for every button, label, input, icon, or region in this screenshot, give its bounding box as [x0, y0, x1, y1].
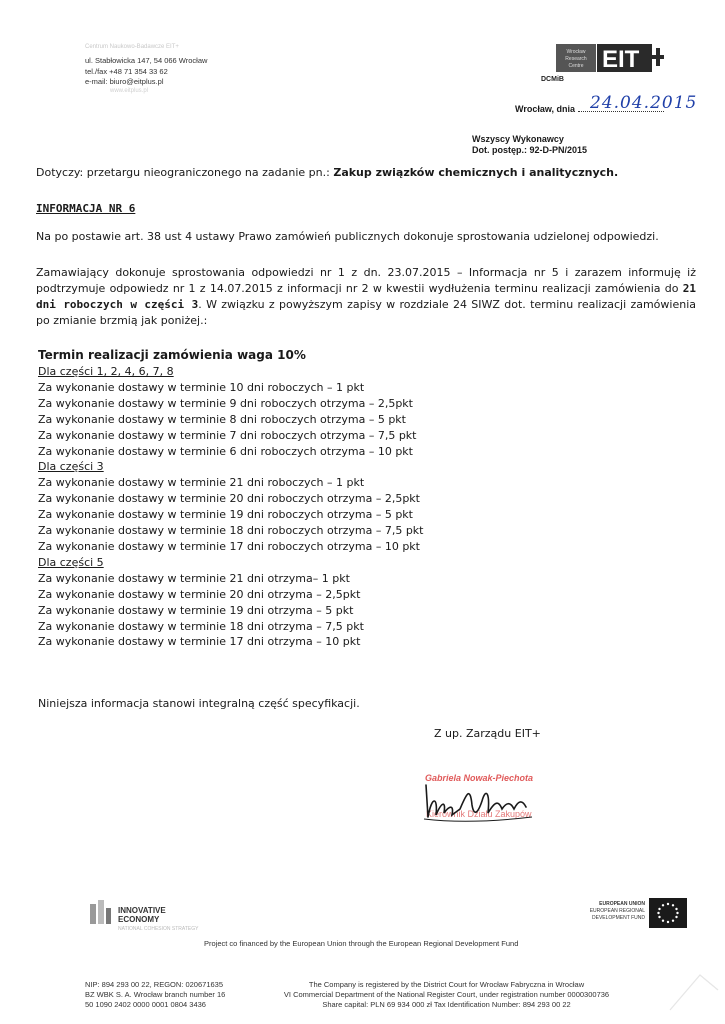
ie-line: ECONOMY: [118, 915, 160, 924]
list-item: Za wykonanie dostawy w terminie 10 dni roboczych – 1 pkt: [38, 380, 365, 394]
page-corner-decoration: [660, 960, 720, 1020]
subject-prefix: Dotyczy: przetargu nieograniczonego na zadanie pn.:: [36, 166, 330, 179]
innovative-economy-text: [118, 906, 166, 924]
footer-line: VI Commercial Department of the National Register Court, under registration number 0000300736: [283, 990, 610, 999]
logo-text: EIT: [602, 46, 640, 73]
list-item: Za wykonanie dostawy w terminie 7 dni roboczych otrzyma – 7,5 pkt: [38, 428, 417, 442]
funding-note: Project co financed by the European Union through the European Regional Development Fund: [204, 939, 519, 948]
logo-tagline-line: Research: [565, 56, 587, 62]
paragraph-text: . W związku z powyższym zapisy w rozdziale 24 SIWZ dot. terminu realizacji zamówienia po zmianie brzmią jak poniżej.:: [36, 298, 696, 327]
eu-line: EUROPEAN UNION: [599, 901, 645, 907]
footer-line: 50 1090 2402 0000 0001 0804 3436: [85, 1000, 206, 1009]
group-label: Dla części 3: [38, 460, 104, 474]
list-item: Za wykonanie dostawy w terminie 6 dni roboczych otrzyma – 10 pkt: [38, 444, 413, 458]
section-heading: Termin realizacji zamówienia waga 10%: [38, 348, 306, 362]
reference-number: Dot. postęp.: 92-D-PN/2015: [472, 145, 588, 155]
logo-unit: DCMiB: [541, 76, 564, 83]
list-item: Za wykonanie dostawy w terminie 17 dni otrzyma – 10 pkt: [38, 635, 361, 649]
recipient-block: [472, 134, 587, 156]
list-item: Za wykonanie dostawy w terminie 17 dni roboczych otrzyma – 10 pkt: [38, 539, 420, 553]
sender-address: [85, 56, 207, 88]
list-item: Za wykonanie dostawy w terminie 18 dni otrzyma – 7,5 pkt: [38, 619, 364, 633]
delivery-terms-section: [38, 346, 538, 650]
list-item: Za wykonanie dostawy w terminie 8 dni roboczych otrzyma – 5 pkt: [38, 412, 406, 426]
list-item: Za wykonanie dostawy w terminie 21 dni roboczych – 1 pkt: [38, 476, 365, 490]
handwritten-date: 24.04.2015: [590, 93, 698, 113]
group-label: Dla części 1, 2, 4, 6, 7, 8: [38, 365, 174, 378]
eit-logo: [536, 44, 676, 96]
on-behalf-line: Z up. Zarządu EIT+: [434, 727, 541, 740]
list-item: Za wykonanie dostawy w terminie 19 dni otrzyma – 5 pkt: [38, 603, 354, 617]
date-label: Wrocław, dnia: [515, 104, 576, 114]
address-line: e-mail: biuro@eitplus.pl: [85, 77, 164, 86]
stamp-role: Kierownik Działu Zakupów: [426, 809, 532, 819]
list-item: Za wykonanie dostawy w terminie 18 dni roboczych otrzyma – 7,5 pkt: [38, 524, 424, 538]
subject-title: Zakup związków chemicznych i analitycznych.: [333, 166, 619, 179]
address-header-faint: Centrum Naukowo-Badawcze EIT+: [85, 44, 179, 50]
paragraph-correction: [36, 265, 696, 329]
innovative-economy-logo-icon: [88, 900, 112, 926]
recipient: Wszyscy Wykonawcy: [472, 134, 564, 144]
eu-text: [585, 901, 645, 922]
address-line: ul. Stabłowicka 147, 54 066 Wrocław: [85, 56, 208, 65]
signature-icon: [398, 765, 578, 835]
stamp-name: Gabriela Nowak-Piechota: [425, 773, 534, 783]
footer-line: NIP: 894 293 00 22, REGON: 020671635: [85, 980, 224, 989]
footer-line: BZ WBK S. A. Wrocław branch number 16: [85, 990, 226, 999]
closing-statement: Niniejsza informacja stanowi integralną część specyfikacji.: [38, 697, 360, 710]
group-label: Dla części 5: [38, 555, 104, 569]
ie-line: INNOVATIVE: [118, 906, 166, 915]
eu-flag-icon: [649, 898, 687, 928]
eu-line: EUROPEAN REGIONAL: [589, 908, 645, 914]
ie-subtitle: NATIONAL COHESION STRATEGY: [118, 926, 199, 932]
logo-tagline-line: Wrocław: [566, 49, 586, 55]
list-item: Za wykonanie dostawy w terminie 20 dni otrzyma – 2,5pkt: [38, 587, 361, 601]
address-line: tel./fax +48 71 354 33 62: [85, 66, 168, 76]
paragraph-text: Zamawiający dokonuje sprostowania odpowiedzi nr 1 z dn. 23.07.2015 – Informacja nr 5 i zarazem informuję iż podtrzymuje odpowiedz nr 1 z 14.07.2015 z informacji nr 2 w kwestii wydłużenia terminu realizacji zamówienia do: [36, 266, 696, 295]
list-item: Za wykonanie dostawy w terminie 9 dni roboczych otrzyma – 2,5pkt: [38, 396, 413, 410]
paragraph-legal-basis: Na po postawie art. 38 ust 4 ustawy Prawo zamówień publicznych dokonuje sprostowania udzielonej odpowiedzi.: [36, 230, 659, 243]
footer-line: The Company is registered by the District Court for Wrocław Fabryczna in Wrocław: [308, 980, 585, 989]
subject-line: [36, 166, 618, 179]
address-footer-faint: www.eitplus.pl: [110, 88, 149, 94]
list-item: Za wykonanie dostawy w terminie 21 dni otrzyma– 1 pkt: [38, 571, 350, 585]
list-item: Za wykonanie dostawy w terminie 20 dni roboczych otrzyma – 2,5pkt: [38, 492, 420, 506]
list-item: Za wykonanie dostawy w terminie 19 dni roboczych otrzyma – 5 pkt: [38, 508, 413, 522]
footer-line: Share capital: PLN 69 934 000 zł Tax Identification Number: 894 293 00 22: [322, 1000, 571, 1009]
info-title: INFORMACJA NR 6: [36, 202, 136, 215]
paragraph-bold: 21 dni roboczych w części 3: [36, 282, 696, 311]
logo-tagline-line: Centre: [568, 63, 584, 69]
eu-line: DEVELOPMENT FUND: [592, 915, 645, 921]
footer-company-ids: [85, 980, 225, 1010]
footer-registration: [255, 980, 638, 1010]
